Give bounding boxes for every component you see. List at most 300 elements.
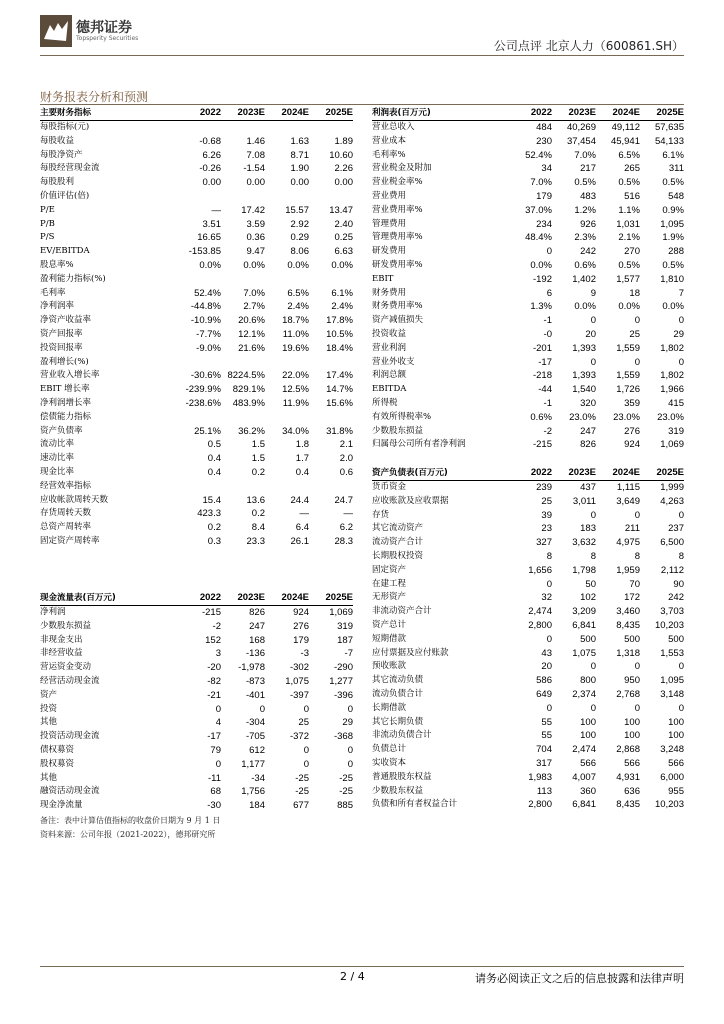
row-label: 其他 [40,772,58,783]
row-label: 负债和所有者权益合计 [372,799,458,810]
table-cell: 3,460 [616,606,640,618]
table-cell: -2 [212,620,221,632]
table-cell [177,273,221,287]
table-row [40,438,353,452]
source-text: 资料来源：公司年报（2021-2022），德邦研究所 [40,830,216,839]
table-row [40,190,353,204]
table-cell: 184 [249,800,265,812]
table-cell: 70 [629,578,640,590]
table-cell: 311 [668,163,684,175]
table-cell: 0.2 [251,466,265,478]
table-cell: 3,632 [572,537,596,549]
row-label: 现金比率 [40,466,75,477]
row-label: 存货 [372,509,390,520]
table-cell: -7 [344,648,353,660]
table-row [372,204,684,218]
table-cell: 6.1% [331,287,353,299]
table-cell: -368 [333,731,353,743]
table-cell: 12.1% [238,328,265,340]
table-row [372,162,684,176]
row-label: 每股净资产 [40,149,83,160]
table-row [40,772,353,786]
table-cell: 43 [541,647,552,659]
row-label: 资产减值损失 [372,315,424,326]
table-row [372,481,684,495]
table-row [40,273,353,287]
table-cell: 0.5% [618,177,640,189]
table-cell: 0.5% [662,177,684,189]
row-label: 长期股权投资 [372,550,424,561]
table-cell: 23.3 [246,535,265,547]
table-cell [221,273,265,287]
table-cell: 612 [249,744,265,756]
table-cell: 32 [541,592,552,604]
table-cell: — [343,508,353,520]
table-cell: 4,975 [616,537,640,549]
table-cell: 0.5% [574,177,596,189]
table-cell: 0 [546,702,552,714]
table-cell: -2 [543,425,552,437]
table-cell: 0 [590,661,596,673]
table-cell: 22.0% [282,370,309,382]
row-label: P/B [40,218,55,229]
table-cell: 0 [546,246,552,258]
table-cell: 25 [629,328,640,340]
table-cell: 319 [337,620,353,632]
table-row [40,383,353,397]
table-cell [265,190,309,204]
table-cell: 3,248 [660,744,684,756]
table-row [40,466,353,480]
table-cell: 10,203 [654,619,684,631]
row-label: 应付票据及应付账款 [372,647,449,658]
table-cell: 1.7 [295,453,309,465]
table-row [372,522,684,536]
table-cell: -0.26 [199,163,221,175]
table-row [40,494,353,508]
table-cell: 437 [580,482,596,493]
table-title: 现金流量表(百万元) [40,593,116,603]
table-cell: 516 [624,190,640,202]
table-cell: 21.6% [238,342,265,354]
table-cell: -25 [339,772,353,784]
table-cell: 39 [541,509,552,521]
table-cell: 0.2 [207,522,221,534]
table-cell: 230 [536,135,552,147]
table-cell: 6,841 [572,619,596,631]
table-cell: 11.9% [282,397,309,409]
table-row [40,661,353,675]
table-row [372,633,684,647]
table-cell: 1,075 [285,675,309,687]
table-cell: -215 [201,607,221,618]
row-label: 投资收益 [372,328,407,339]
table-cell [265,121,309,135]
footer-disclaimer: 请务必阅读正文之后的信息披露和法律声明 [475,972,684,985]
table-cell: 100 [624,730,640,742]
table-row [372,660,684,674]
row-label: 负债总计 [372,744,407,755]
table-row [372,647,684,661]
table-cell: 2.1 [339,439,353,451]
table-cell: 24.7 [334,494,353,506]
table-cell: 0.2 [251,508,265,520]
table-cell: 8,435 [616,619,640,631]
row-label: 每股股利 [40,177,75,188]
table-cell: 179 [536,190,552,202]
table-cell: 6.5% [287,287,309,299]
table-cell: 0 [634,661,640,673]
table-row [372,605,684,619]
table-row [372,495,684,509]
row-label: P/E [40,204,55,215]
table-cell: -21 [207,689,221,701]
table-cell: 11.0% [282,328,309,340]
table-cell: 0.00 [246,177,265,189]
balance-sheet-table [372,466,684,812]
table-row [372,245,684,259]
table-cell [177,411,221,425]
row-label: 短期借款 [372,633,407,644]
table-cell: 6.5% [618,149,640,161]
row-label: 偿债能力指标 [40,411,92,422]
table-row [372,729,684,743]
row-label: 研发费用率% [372,259,423,270]
row-label: 固定资产 [372,564,407,575]
table-cell: 0.25 [334,232,353,244]
table-cell: 2,800 [528,619,552,631]
table-cell: 1,402 [572,273,596,285]
table-cell: 1,559 [616,342,640,354]
table-cell: 1.2% [574,204,596,216]
table-row [40,328,353,342]
table-cell: 18.7% [282,315,309,327]
table-row [372,383,684,397]
column-header: 2024E [281,107,309,118]
table-cell: 0 [678,702,684,714]
table-cell [177,121,221,135]
table-cell: 49,112 [611,122,640,133]
table-cell: 265 [624,163,640,175]
table-cell: 3,011 [572,495,596,507]
table-cell: 17.8% [326,315,353,327]
table-row [372,176,684,190]
table-cell: 13.47 [329,204,353,216]
row-label: 财务费用率% [372,301,423,312]
table-row [40,606,353,620]
table-cell: 8 [634,550,640,562]
table-cell: 317 [536,757,552,769]
row-label: 存货周转天数 [40,508,92,519]
table-cell: 48.4% [525,232,552,244]
table-cell: 23 [541,523,552,535]
table-cell: 68 [210,786,221,798]
row-label: 其它流动负债 [372,675,424,686]
table-row [372,438,684,452]
table-cell [221,480,265,494]
table-cell: 829.1% [232,384,265,396]
table-cell: 1.63 [290,135,309,147]
row-label: EV/EBITDA [40,246,90,257]
table-cell: 6.4 [295,522,309,534]
column-header: 2022 [530,107,552,118]
table-cell: 2.4% [331,301,353,313]
table-cell [221,121,265,135]
row-label: 非经营收益 [40,648,83,659]
row-label: 其他 [40,717,58,728]
table-row [372,591,684,605]
table-cell: 3,209 [572,606,596,618]
table-cell: 6,841 [572,799,596,811]
table-row [40,411,353,425]
table-header-row [40,591,353,606]
table-row [372,356,684,370]
table-cell: 276 [293,620,309,632]
row-label: 在建工程 [372,578,407,589]
table-cell: 8.06 [290,246,309,258]
table-row [40,521,353,535]
footer-divider [40,966,684,967]
table-cell: 1.1% [618,204,640,216]
row-label: 经营活动现金流 [40,675,100,686]
table-cell: 3,703 [660,606,684,618]
row-label: 少数股东损益 [40,620,92,631]
table-cell [221,190,265,204]
row-label: 少数股东损益 [372,425,424,436]
table-cell: 0.0% [199,259,221,271]
table-cell: -30.6% [190,370,221,382]
table-cell: 20 [585,328,596,340]
table-cell: 0 [634,356,640,368]
table-cell: 34.0% [282,425,309,437]
table-cell: 0.5% [662,259,684,271]
table-cell: -401 [245,689,265,701]
row-label: EBITDA [372,384,407,395]
table-header-row [372,466,684,481]
table-cell: 13.6 [246,494,265,506]
table-cell: 1,577 [616,273,640,285]
table-cell [177,356,221,370]
table-cell [221,356,265,370]
table-cell [309,273,353,287]
logo-name-cn: 德邦证券 [76,20,132,36]
table-cell: -136 [245,648,265,660]
table-cell: 0 [634,315,640,327]
table-cell [265,480,309,494]
table-cell [265,411,309,425]
table-cell: 9 [590,287,596,299]
table-row [372,757,684,771]
table-row [372,536,684,550]
table-cell: 704 [536,744,552,756]
table-cell: 649 [536,688,552,700]
table-cell: 0.5 [207,439,221,451]
table-cell: 924 [624,439,640,451]
row-label: 非流动资产合计 [372,606,432,617]
table-cell: 276 [624,425,640,437]
row-label: 营业总收入 [372,122,415,132]
table-cell: 8 [546,550,552,562]
logo-name-en: Topsperity Securities [76,35,139,42]
table-row [40,452,353,466]
table-row [372,190,684,204]
table-cell: 0 [678,661,684,673]
column-header: 2025E [656,107,684,118]
table-cell: 10.60 [329,149,353,161]
table-cell: 217 [580,163,596,175]
row-label: 普通股股东权益 [372,771,432,782]
table-cell: 0.0% [618,301,640,313]
table-row [372,314,684,328]
table-cell: 0.9% [662,204,684,216]
table-cell: 2.0 [339,453,353,465]
table-cell: 0 [634,702,640,714]
table-cell: 2,768 [616,688,640,700]
table-cell: 6 [546,287,552,299]
table-cell: 1.5 [251,453,265,465]
table-cell: 14.7% [326,384,353,396]
table-cell: 25.1% [194,425,221,437]
table-row [40,397,353,411]
row-label: 盈利能力指标(%) [40,273,106,284]
row-label: 管理费用率% [372,232,423,243]
table-cell: 23.0% [613,411,640,423]
table-row [40,176,353,190]
row-label: 归属母公司所有者净利润 [372,439,466,450]
table-cell: 0 [215,703,221,715]
cashflow-table [40,591,353,813]
table-cell: 415 [668,397,684,409]
table-row [372,716,684,730]
table-cell: 16.65 [197,232,221,244]
row-label: 营业收入增长率 [40,370,100,381]
table-cell: 2,374 [572,688,596,700]
table-cell: -304 [245,717,265,729]
table-cell: 0 [347,758,353,770]
table-cell: 4,007 [572,771,596,783]
row-label: 股权募资 [40,758,75,769]
table-cell: -17 [207,731,221,743]
row-label: 无形资产 [372,592,407,603]
table-cell: 1,393 [572,370,596,382]
row-label: 盈利增长(%) [40,356,89,367]
table-cell: -397 [289,689,309,701]
row-label: 流动资产合计 [372,537,424,548]
table-cell: 2.1% [618,232,640,244]
table-cell: 924 [293,607,309,618]
table-cell: -17 [538,356,552,368]
table-cell: 8 [678,550,684,562]
table-cell: 8.71 [290,149,309,161]
row-label: 管理费用 [372,218,407,229]
table-cell: 0.4 [207,466,221,478]
table-cell: 826 [249,607,265,618]
table-cell: 4 [215,717,221,729]
table-cell: 0.29 [290,232,309,244]
table-cell: -1,978 [238,662,265,674]
table-cell: 0 [347,744,353,756]
table-cell: 0.00 [202,177,221,189]
table-cell [265,356,309,370]
row-label: 资产回报率 [40,328,83,339]
table-row [40,121,353,135]
table-cell: 1,031 [616,218,640,230]
table-cell: 36.2% [238,425,265,437]
table-cell: 1,075 [572,647,596,659]
table-cell: 955 [668,785,684,797]
table-cell: 2.3% [574,232,596,244]
table-cell: 55 [541,730,552,742]
row-label: 净利润增长率 [40,397,92,408]
table-cell: -3 [300,648,309,660]
row-label: 营业利润 [372,342,407,353]
row-label: 利润总额 [372,370,407,381]
table-row [372,121,684,135]
row-label: 营业税金及附加 [372,163,432,174]
table-cell: 0 [590,356,596,368]
table-cell [309,190,353,204]
table-cell: 500 [668,633,684,645]
row-label: 毛利率% [372,149,406,160]
table-cell: 18.4% [326,342,353,354]
table-row [40,259,353,273]
table-row [40,535,353,549]
table-cell: 23.0% [569,411,596,423]
table-cell: 0.6 [339,466,353,478]
table-cell: -0 [543,328,552,340]
table-cell: 7.0% [574,149,596,161]
row-label: 每股收益 [40,135,75,146]
row-label: 营业外收支 [372,356,415,367]
table-cell: 1,810 [660,273,684,285]
column-header: 2025E [656,467,684,478]
row-label: 研发费用 [372,246,407,257]
table-cell: -192 [532,273,552,285]
table-cell: 4,931 [616,771,640,783]
row-label: 应收帐款周转天数 [40,494,109,505]
table-cell: 0.0% [287,259,309,271]
table-row [372,300,684,314]
row-label: 货币资金 [372,482,407,492]
table-cell: 247 [249,620,265,632]
table-row [40,744,353,758]
table-cell: 0 [634,509,640,521]
row-label: 固定资产周转率 [40,535,100,546]
table-cell: 1,095 [660,218,684,230]
table-cell: 2,474 [528,606,552,618]
table-cell: 0 [347,703,353,715]
table-row [40,149,353,163]
table-cell: 423.3 [197,508,221,520]
table-row [372,411,684,425]
table-cell: 0 [590,509,596,521]
table-cell: -20 [207,662,221,674]
table-cell: 50 [585,578,596,590]
table-row [372,564,684,578]
column-header: 2025E [325,107,353,118]
table-title: 利润表(百万元) [372,108,431,118]
row-label: 有效所得税率% [372,411,432,422]
table-cell: 500 [580,633,596,645]
table-cell: 15.57 [285,204,309,216]
table-row [40,730,353,744]
table-cell: 247 [580,425,596,437]
row-label: 净资产收益率 [40,315,92,326]
table-cell: 677 [293,800,309,812]
table-cell [265,273,309,287]
table-cell: 2,868 [616,744,640,756]
row-label: 经营效率指标 [40,480,92,491]
